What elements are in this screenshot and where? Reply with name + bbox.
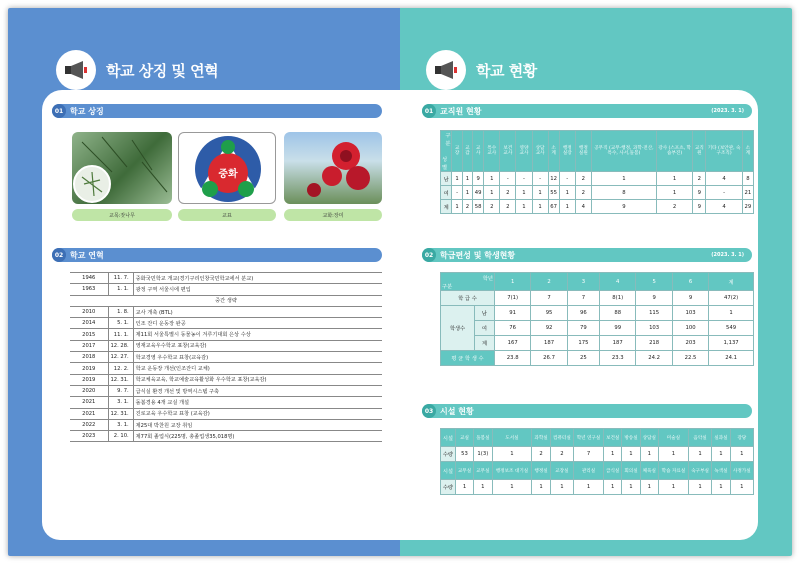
staff-row	[441, 172, 754, 186]
staff-cell: 2	[500, 200, 516, 214]
student-cell: 167	[494, 336, 530, 351]
student-cell: 103	[636, 321, 672, 336]
staff-cell: -	[706, 186, 742, 200]
staff-header: 소계	[742, 131, 753, 172]
average-cell: 26.7	[531, 351, 567, 366]
staff-row	[441, 200, 754, 214]
staff-cell: 67	[548, 200, 559, 214]
facility-name-row-cell: 방송실	[622, 429, 640, 447]
facility-count-row-cell: 53	[455, 447, 473, 462]
staff-cell: 1	[484, 172, 500, 186]
staff-cell: 2	[575, 186, 591, 200]
staff-cell: 4	[575, 200, 591, 214]
staff-cell: 4	[706, 200, 742, 214]
facility-name-row-label: 시설	[441, 429, 456, 447]
student-gender: 여	[475, 321, 495, 336]
facility-count-row-cell: 1	[604, 447, 622, 462]
history-event: 학교경영 우수학교 표창(교육감)	[133, 352, 382, 363]
history-row	[70, 284, 382, 295]
student-cell: 79	[567, 321, 599, 336]
staff-header: 영양교사	[516, 131, 532, 172]
staff-cell: 2	[484, 200, 500, 214]
megaphone-icon	[56, 50, 96, 90]
facility-name-row	[441, 429, 754, 447]
staff-cell: 2	[500, 186, 516, 200]
section-number: 03	[422, 404, 436, 418]
history-date: 12. 31.	[108, 408, 133, 419]
history-year: 2019	[70, 363, 108, 374]
facility-name-row-cell: 숙구부실	[688, 462, 711, 480]
staff-header: 행정실장	[559, 131, 575, 172]
facility-name-row-cell: 학습 자료실	[658, 462, 688, 480]
facility-count-row-cell: 2	[550, 447, 573, 462]
corner-top: 학년	[482, 275, 493, 282]
student-cell: 1	[709, 306, 754, 321]
page-title: 학교 상징 및 연혁	[106, 61, 219, 80]
section-band-symbols	[52, 104, 382, 118]
staff-cell: 2	[656, 200, 692, 214]
history-year: 2014	[70, 318, 108, 329]
facility-count-row	[441, 447, 754, 462]
class-count-cell: 8(1)	[600, 291, 636, 306]
history-date: 9. 7.	[108, 385, 133, 396]
facility-count-row-cell: 1	[622, 480, 640, 495]
facility-name-row-cell: 녹색실	[712, 462, 730, 480]
section-band-history	[52, 248, 382, 262]
rose-photo	[284, 132, 382, 204]
left-page-header	[56, 50, 218, 90]
history-year: 2023	[70, 431, 108, 442]
staff-cell: 2	[575, 172, 591, 186]
staff-cell: 58	[473, 200, 484, 214]
facility-count-row-cell: 1	[658, 480, 688, 495]
class-count-cell: 7	[531, 291, 567, 306]
history-row	[70, 306, 382, 317]
section-label: 시설 현황	[440, 406, 474, 416]
corner-top: 구분	[445, 133, 451, 147]
history-table	[70, 272, 382, 442]
staff-header-row	[441, 131, 754, 172]
staff-cell: 8	[742, 172, 753, 186]
history-row	[70, 408, 382, 419]
average-cell: 25	[567, 351, 599, 366]
staff-corner-cell	[441, 131, 452, 172]
history-year: 2018	[70, 352, 108, 363]
students-label: 학생수	[441, 306, 475, 351]
staff-cell: 1	[516, 186, 532, 200]
class-corner-cell	[441, 273, 495, 291]
staff-cell: 1	[484, 186, 500, 200]
history-event: 중화국민학교 개교(경기구리인창국민학교에서 분교)	[133, 273, 382, 284]
facility-name-row-cell: 급식실	[604, 462, 622, 480]
facility-name-row-cell: 교장실	[550, 462, 573, 480]
history-date: 12. 27.	[108, 352, 133, 363]
date-label: (2023. 3. 1)	[711, 252, 744, 258]
class-count-cell: 47(2)	[709, 291, 754, 306]
staff-cell: 49	[473, 186, 484, 200]
history-year: 2010	[70, 306, 108, 317]
facility-name-row-cell: 회의실	[622, 462, 640, 480]
student-cell: 187	[600, 336, 636, 351]
facility-count-row-cell: 1	[604, 480, 622, 495]
section-number: 02	[422, 248, 436, 262]
school-emblem	[178, 132, 276, 204]
student-row	[441, 321, 754, 336]
history-row	[70, 352, 382, 363]
section-number: 01	[52, 104, 66, 118]
history-row	[70, 318, 382, 329]
facility-name-row	[441, 462, 754, 480]
history-row	[70, 329, 382, 340]
corner-bottom: 성별	[442, 157, 448, 171]
facility-count-row	[441, 480, 754, 495]
staff-header: 교장	[452, 131, 462, 172]
staff-cell: 1	[559, 186, 575, 200]
staff-header: 특수교사	[484, 131, 500, 172]
history-date: 2. 10.	[108, 431, 133, 442]
history-year: 2021	[70, 408, 108, 419]
facility-name-row-cell: 과학실	[532, 429, 550, 447]
student-gender: 계	[475, 336, 495, 351]
history-event: 돌봄경용 4개 교실 개설	[133, 397, 382, 408]
class-count-cell: 9	[672, 291, 708, 306]
history-row	[70, 363, 382, 374]
megaphone-icon	[426, 50, 466, 90]
section-number: 01	[422, 104, 436, 118]
staff-cell: 9	[473, 172, 484, 186]
staff-cell: 2	[693, 172, 706, 186]
staff-header: 소계	[548, 131, 559, 172]
history-date: 11. 7.	[108, 273, 133, 284]
staff-cell: -	[452, 186, 462, 200]
history-date: 12. 2.	[108, 363, 133, 374]
average-cell: 23.3	[600, 351, 636, 366]
section-number: 02	[52, 248, 66, 262]
history-event: 제77회 졸업식(225명, 총졸업생35,018명)	[133, 431, 382, 442]
facility-count-row-cell: 1	[658, 447, 688, 462]
student-cell: 76	[494, 321, 530, 336]
class-count-cell: 7	[567, 291, 599, 306]
history-row	[70, 397, 382, 408]
pine-tree-photo	[72, 132, 172, 204]
student-cell: 99	[600, 321, 636, 336]
history-year: 2015	[70, 329, 108, 340]
staff-cell: 9	[693, 186, 706, 200]
staff-table	[440, 130, 754, 214]
facility-name-row-cell: 학년 연구실	[574, 429, 604, 447]
facility-count-row-cell: 1	[712, 480, 730, 495]
staff-gender: 계	[441, 200, 452, 214]
caption-school-emblem: 교표	[178, 209, 276, 221]
caption-school-flower: 교화:장미	[284, 209, 382, 221]
history-date: 1. 1.	[108, 284, 133, 295]
history-year: 2019	[70, 374, 108, 385]
staff-header: 기타 (보안관, 숙구조직)	[706, 131, 742, 172]
staff-header: 교직원	[693, 131, 706, 172]
staff-cell: 1	[532, 200, 548, 214]
history-event: 인조 잔디 운동장 완공	[133, 318, 382, 329]
staff-cell: -	[516, 172, 532, 186]
staff-header: 교감	[462, 131, 472, 172]
grade-header: 계	[709, 273, 754, 291]
staff-cell: 1	[559, 200, 575, 214]
facility-name-row-cell: 행정보조 대기실	[492, 462, 532, 480]
facility-count-row-cell: 1	[640, 447, 658, 462]
class-header-row	[441, 273, 754, 291]
staff-cell: 21	[742, 186, 753, 200]
caption-school-tree: 교목:잣나무	[72, 209, 172, 221]
student-cell: 187	[531, 336, 567, 351]
staff-header: 교사	[473, 131, 484, 172]
staff-gender: 여	[441, 186, 452, 200]
facility-count-row-cell: 1	[532, 480, 550, 495]
facility-count-row-label: 수량	[441, 480, 456, 495]
facility-count-row-cell: 1	[730, 447, 753, 462]
staff-cell: 1	[532, 186, 548, 200]
class-count-row	[441, 291, 754, 306]
staff-cell: -	[559, 172, 575, 186]
staff-cell: 1	[591, 172, 656, 186]
staff-cell: 1	[452, 172, 462, 186]
grade-header: 4	[600, 273, 636, 291]
section-band-facilities	[422, 404, 752, 418]
facility-name-row-cell: 돌봄실	[474, 429, 492, 447]
staff-cell: 9	[693, 200, 706, 214]
facility-count-row-cell: 1	[492, 447, 532, 462]
staff-cell: 8	[591, 186, 656, 200]
facility-name-row-label: 시설	[441, 462, 456, 480]
grade-header: 2	[531, 273, 567, 291]
history-event: 급식실 환경 개선 및 방역시스템 구축	[133, 385, 382, 396]
average-row	[441, 351, 754, 366]
facilities-table	[440, 428, 754, 495]
facility-count-row-cell: 2	[532, 447, 550, 462]
facility-count-row-cell: 1	[550, 480, 573, 495]
history-date: 3. 1.	[108, 419, 133, 430]
grade-header: 1	[494, 273, 530, 291]
history-row	[70, 431, 382, 442]
page-title: 학교 현황	[476, 61, 537, 80]
staff-cell: 1	[452, 200, 462, 214]
facility-name-row-cell: 보건실	[604, 429, 622, 447]
section-band-classes	[422, 248, 752, 262]
history-row	[70, 295, 382, 306]
history-row	[70, 385, 382, 396]
facility-count-row-label: 수량	[441, 447, 456, 462]
section-label: 학교 연혁	[70, 250, 104, 260]
history-year: 2017	[70, 340, 108, 351]
history-event: 영재교육우수학교 표창(교육감)	[133, 340, 382, 351]
facility-count-row-cell: 1	[688, 447, 711, 462]
history-event: 학교 운동장 개선(인조잔디 교체)	[133, 363, 382, 374]
facility-name-row-cell: 상담실	[640, 429, 658, 447]
average-cell: 24.1	[709, 351, 754, 366]
student-cell: 88	[600, 306, 636, 321]
history-row	[70, 374, 382, 385]
emblem-text: 중화	[218, 169, 238, 180]
facility-name-row-cell: 음악실	[688, 429, 711, 447]
student-cell: 175	[567, 336, 599, 351]
history-date: 11. 1.	[108, 329, 133, 340]
average-cell: 22.5	[672, 351, 708, 366]
facility-name-row-cell: 교실	[455, 429, 473, 447]
grade-header: 6	[672, 273, 708, 291]
average-cell: 24.2	[636, 351, 672, 366]
class-count-cell: 9	[636, 291, 672, 306]
history-event: 제25대 박찬원 교장 취임	[133, 419, 382, 430]
facility-name-row-cell: 교무실	[455, 462, 473, 480]
average-label: 평 균 학 생 수	[441, 351, 495, 366]
history-row	[70, 419, 382, 430]
facility-name-row-cell: 도서실	[492, 429, 532, 447]
history-year: 2021	[70, 397, 108, 408]
student-cell: 92	[531, 321, 567, 336]
staff-header: 상담교사	[532, 131, 548, 172]
facility-name-row-cell: 교무실	[474, 462, 492, 480]
section-label: 학교 상징	[70, 106, 104, 116]
staff-cell: 2	[462, 200, 472, 214]
student-cell: 103	[672, 306, 708, 321]
staff-cell: 12	[548, 172, 559, 186]
student-row	[441, 336, 754, 351]
facility-count-row-cell: 1	[622, 447, 640, 462]
history-year: 1963	[70, 284, 108, 295]
history-date: 1. 8.	[108, 306, 133, 317]
staff-cell: -	[532, 172, 548, 186]
brochure-spread	[8, 8, 792, 556]
history-date: 12. 31.	[108, 374, 133, 385]
student-cell: 203	[672, 336, 708, 351]
student-cell: 218	[636, 336, 672, 351]
staff-header: 공무직 (교무·행정, 과학·전산,특수, 사서,돌봄)	[591, 131, 656, 172]
student-cell: 1,137	[709, 336, 754, 351]
student-cell: 95	[531, 306, 567, 321]
history-year: 1946	[70, 273, 108, 284]
staff-gender: 남	[441, 172, 452, 186]
facility-count-row-cell: 1	[688, 480, 711, 495]
history-row	[70, 340, 382, 351]
corner-bottom: 구분	[442, 283, 453, 290]
history-event: 교사 개축 (BTL)	[133, 306, 382, 317]
facility-count-row-cell: 1(3)	[474, 447, 492, 462]
facility-count-row-cell: 1	[492, 480, 532, 495]
facility-name-row-cell: 강당	[730, 429, 753, 447]
student-cell: 115	[636, 306, 672, 321]
facility-name-row-cell: 관리실	[574, 462, 604, 480]
facility-name-row-cell: 행정실	[532, 462, 550, 480]
grade-header: 5	[636, 273, 672, 291]
staff-cell: -	[500, 172, 516, 186]
history-date: 3. 1.	[108, 397, 133, 408]
student-cell: 96	[567, 306, 599, 321]
student-cell: 549	[709, 321, 754, 336]
student-cell: 100	[672, 321, 708, 336]
history-date: 5. 1.	[108, 318, 133, 329]
staff-cell: 9	[591, 200, 656, 214]
facility-count-row-cell: 1	[455, 480, 473, 495]
history-event: 진로교육 우수학교 표창 (교육감)	[133, 408, 382, 419]
facility-name-row-cell: 체육실	[640, 462, 658, 480]
facility-count-row-cell: 1	[712, 447, 730, 462]
facility-count-row-cell: 7	[574, 447, 604, 462]
facility-count-row-cell: 1	[730, 480, 753, 495]
facility-count-row-cell: 1	[640, 480, 658, 495]
student-row	[441, 306, 754, 321]
staff-row	[441, 186, 754, 200]
history-row	[70, 273, 382, 284]
staff-cell: 1	[656, 172, 692, 186]
staff-cell: 1	[462, 186, 472, 200]
history-event: 학교체육교육, 학교예술교육활성화 우수학교 표창(교육감)	[133, 374, 382, 385]
student-gender: 남	[475, 306, 495, 321]
facility-name-row-cell: 미술실	[658, 429, 688, 447]
section-label: 학급편성 및 학생현황	[440, 250, 516, 260]
history-center-text: 중간 생략	[70, 295, 382, 306]
average-cell: 23.8	[494, 351, 530, 366]
history-event: 광정 구역 서울시에 편입	[133, 284, 382, 295]
facility-name-row-cell: 사정가실	[730, 462, 753, 480]
staff-cell: 55	[548, 186, 559, 200]
facility-count-row-cell: 1	[474, 480, 492, 495]
staff-header: 강사 (스포츠, 학습부진)	[656, 131, 692, 172]
staff-cell: 1	[516, 200, 532, 214]
history-event: 제11회 서울특별시 동물농이 겨루기대회 은상 수상	[133, 329, 382, 340]
student-cell: 91	[494, 306, 530, 321]
facility-name-row-cell: 컴퓨터실	[550, 429, 573, 447]
class-table	[440, 272, 754, 366]
section-label: 교직원 현황	[440, 106, 482, 116]
date-label: (2023. 3. 1)	[711, 108, 744, 114]
class-count-cell: 7(1)	[494, 291, 530, 306]
staff-cell: 1	[462, 172, 472, 186]
facility-name-row-cell: 실과실	[712, 429, 730, 447]
history-year: 2020	[70, 385, 108, 396]
history-date: 12. 28.	[108, 340, 133, 351]
right-page-header	[426, 50, 537, 90]
class-count-label: 학 급 수	[441, 291, 495, 306]
grade-header: 3	[567, 273, 599, 291]
history-year: 2022	[70, 419, 108, 430]
staff-header: 보건교사	[500, 131, 516, 172]
facility-count-row-cell: 1	[574, 480, 604, 495]
staff-cell: 29	[742, 200, 753, 214]
section-band-staff	[422, 104, 752, 118]
staff-header: 행정실원	[575, 131, 591, 172]
staff-cell: 4	[706, 172, 742, 186]
staff-cell: 1	[656, 186, 692, 200]
